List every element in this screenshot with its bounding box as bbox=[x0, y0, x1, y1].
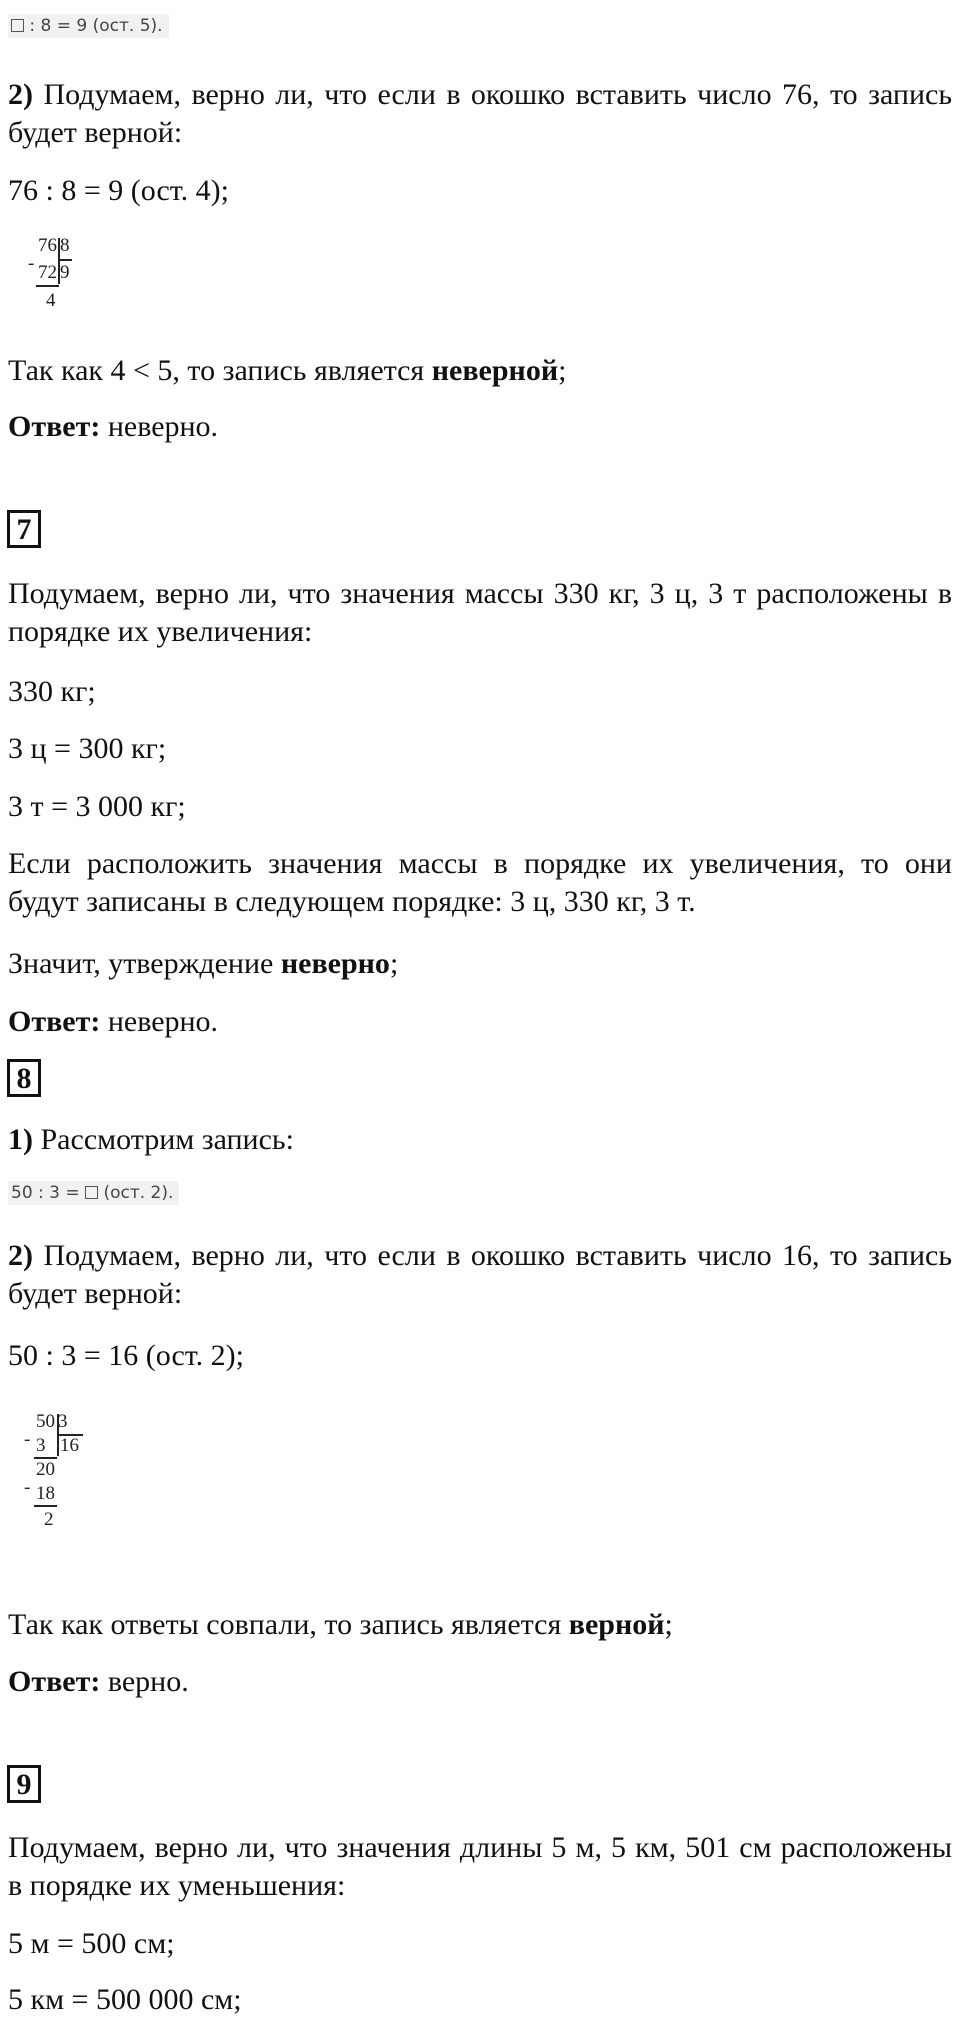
length-line-1: 5 м = 500 см; bbox=[8, 1927, 175, 1960]
division-bracket-vertical bbox=[58, 238, 60, 284]
task-7-intro: Подумаем, верно ли, что значения массы 330 кг, 3 ц, 3 т расположены в порядке их увеличения: bbox=[8, 577, 952, 648]
empty-box-icon bbox=[85, 1186, 98, 1199]
expression-image-6: : 8 = 9 (ост. 5). bbox=[8, 14, 169, 38]
division-bracket-horizontal bbox=[57, 1434, 83, 1436]
empty-box-icon bbox=[11, 19, 24, 32]
mass-line-3: 3 т = 3 000 кг; bbox=[8, 790, 186, 823]
subtraction-line-2 bbox=[34, 1505, 57, 1507]
conclusion-6: Так как 4 < 5, то запись является неверной; bbox=[8, 354, 567, 387]
conclusion-8: Так как ответы совпали, то запись является верной; bbox=[8, 1608, 673, 1641]
order-paragraph: Если расположить значения массы в порядке их увеличения, то они будут записаны в следующем порядке: 3 ц, 330 кг, 3 т. bbox=[8, 847, 952, 918]
task-number-7: 7 bbox=[7, 510, 41, 548]
subtraction-line-1 bbox=[34, 1457, 57, 1459]
task-number-8: 8 bbox=[7, 1059, 41, 1097]
step-2-paragraph: 2) Подумаем, верно ли, что если в окошко вставить число 76, то запись будет верной: bbox=[8, 78, 952, 149]
conclusion-7: Значит, утверждение неверно; bbox=[8, 947, 399, 980]
task-number-9: 9 bbox=[7, 1765, 41, 1803]
answer-6: Ответ: неверно. bbox=[8, 410, 219, 443]
length-line-2: 5 км = 500 000 см; bbox=[8, 1983, 242, 2016]
expression-image-8: 50 : 3 = (ост. 2). bbox=[8, 1181, 179, 1205]
long-division-50-by-3: 50 3 - 3 16 20 - 18 2 bbox=[24, 1412, 94, 1552]
equation-line: 76 : 8 = 9 (ост. 4); bbox=[8, 174, 229, 207]
step-2-paragraph-8: 2) Подумаем, верно ли, что если в окошко вставить число 16, то запись будет верной: bbox=[8, 1239, 952, 1310]
mass-line-1: 330 кг; bbox=[8, 675, 96, 708]
mass-line-2: 3 ц = 300 кг; bbox=[8, 732, 167, 765]
answer-7: Ответ: неверно. bbox=[8, 1005, 219, 1038]
equation-line-8: 50 : 3 = 16 (ост. 2); bbox=[8, 1339, 244, 1372]
subtraction-line bbox=[36, 285, 59, 287]
step-1-paragraph: 1) Рассмотрим запись: bbox=[8, 1123, 294, 1156]
long-division-76-by-8: 76 8 - 72 9 4 bbox=[28, 236, 88, 316]
division-bracket-horizontal bbox=[58, 259, 72, 261]
task-9-intro: Подумаем, верно ли, что значения длины 5 м, 5 км, 501 см расположены в порядке их уменьшения: bbox=[8, 1831, 952, 1902]
answer-8: Ответ: верно. bbox=[8, 1665, 189, 1698]
